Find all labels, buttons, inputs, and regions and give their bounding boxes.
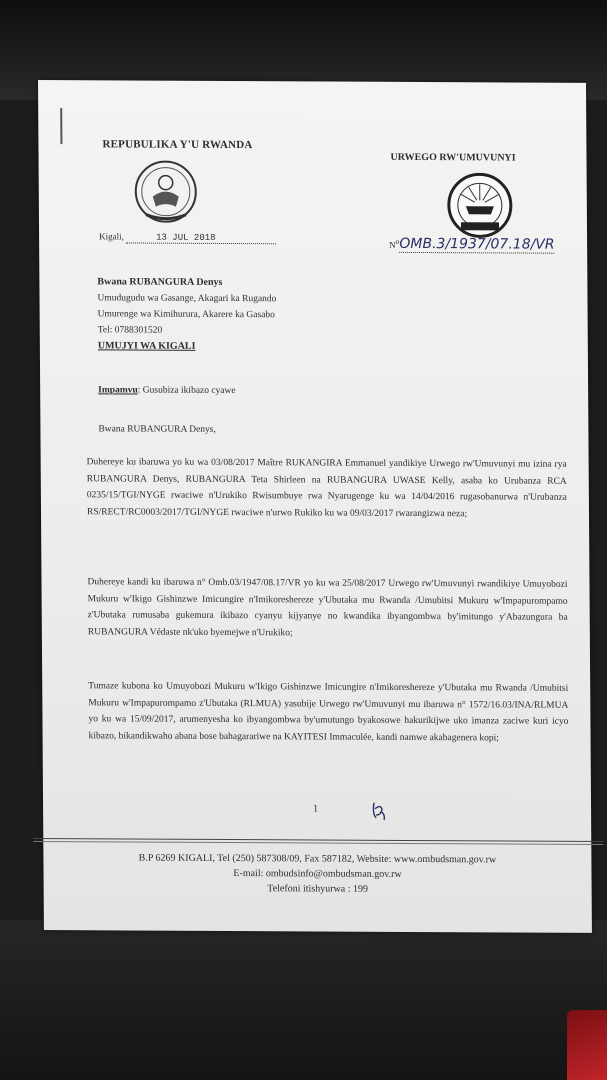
paragraph-1: Duhereye ku ibaruwa yo ku wa 03/08/2017 Maître RUKANGIRA Emmanuel yandikiye Urwego rw'Umuvunyi mu izina rya RUBANGURA Denys, RUBANGURA Teta Shirleen na RUBANGURA UWASE Kelly, asaba ko Urubanza RCA 0235/15/TGI/NYGE rwaciwe n'Urukiko Rwisumbuye rwa Nyarugenge ku wa 14/04/2016 rugasobanurwa n'Urubanza RS/RECT/RC0003/2017/TGI/NYGE rwaciwe n'urwo Rukiko ku wa 09/03/2017 rwarangizwa neza; [86, 457, 567, 519]
addressee-tel: Tel: 0788301520 [97, 325, 163, 336]
footer-hotline: Telefoni itishyurwa : 199 [267, 883, 368, 895]
ref-handwritten: OMB.3/1937/07.18/VR [399, 235, 555, 253]
addressee-name: Bwana RUBANGURA Denys [97, 276, 223, 288]
addressee-block [97, 274, 276, 355]
paragraph-3: Tumaze kubona ko Umuyobozi Mukuru w'Ikigo Gishinzwe Imicungire n'Imikoreshereze y'Ubutaka mu Rwanda /Umubitsi Mukuru w'Impapurompamo z'Ubutaka (RLMUA) yasubije Urwego rw'Umuvunyi mu ibaruwa n° 1572/16.03/INA/RLMUA yo ku wa 15/09/2017, arumenyesha ko ibyangombwa by'umutungo byakosowe hakurikijwe uko imanza zaciwe kuri icyo kibazo, bikandikwaho abana bose bahagarariwe na KAYITESI Immaculée, kandi namwe akabagenera kopi; [88, 681, 569, 743]
subject-line [98, 385, 236, 396]
rwanda-coat-of-arms-icon [131, 156, 201, 226]
footer-divider-secondary [33, 841, 603, 845]
footer-contact-line: B.P 6269 KIGALI, Tel (250) 587308/09, Fax 587182, Website: www.ombudsman.gov.rw [138, 852, 497, 866]
handwritten-initials [369, 800, 389, 822]
addressee-city: UMUJYI WA KIGALI [97, 340, 196, 352]
red-object-corner [567, 1010, 607, 1080]
page-number: 1 [313, 803, 319, 815]
place-and-date [99, 231, 276, 244]
place-label: Kigali, [99, 231, 127, 242]
addressee-line2: Umurenge wa Kimihurura, Akarere ka Gasabo [97, 309, 275, 321]
salutation: Bwana RUBANGURA Denys, [98, 424, 216, 435]
letter-page [38, 80, 592, 933]
ombudsman-seal-icon [439, 170, 521, 240]
letterhead-right-title: URWEGO RW'UMUVUNYI [390, 151, 516, 164]
addressee-line1: Umudugudu wa Gasange, Akagari ka Rugando [97, 293, 277, 305]
subject-text: : Gusubiza ikibazo cyawe [137, 385, 236, 397]
footer [43, 850, 591, 898]
margin-mark [60, 108, 62, 144]
date-stamp: 13 JUL 2018 [126, 232, 276, 244]
subject-label: Impamvu [98, 385, 138, 396]
reference-number: $N^oOMB.3/1937/07.18/VR$ [389, 235, 555, 253]
letterhead-left-title: REPUBULIKA Y'U RWANDA [102, 138, 253, 152]
background-bottom [0, 920, 607, 1080]
footer-email-line: E-mail: ombudsinfo@ombudsman.gov.rw [233, 868, 402, 880]
ref-prefix: N [389, 239, 396, 250]
paragraph-2: Duhereye kandi ku ibaruwa n° Omb.03/1947/08.17/VR yo ku wa 25/08/2017 Urwego rw'Umuvunyi rwandikiye Umuyobozi Mukuru w'Ikigo Gishinzwe Imicungire n'Imikoreshereze y'Ubutaka mu Rwanda /Umubitsi Mukuru w'Impapurompamo z'Ubutaka rumusaba gukemura ikibazo cyanyu kijyanye no kwandika ibyangombwa by'imitungo y'Abazungura ba RUBANGURA Védaste nk'uko byemejwe n'Urukiko; [87, 577, 568, 638]
